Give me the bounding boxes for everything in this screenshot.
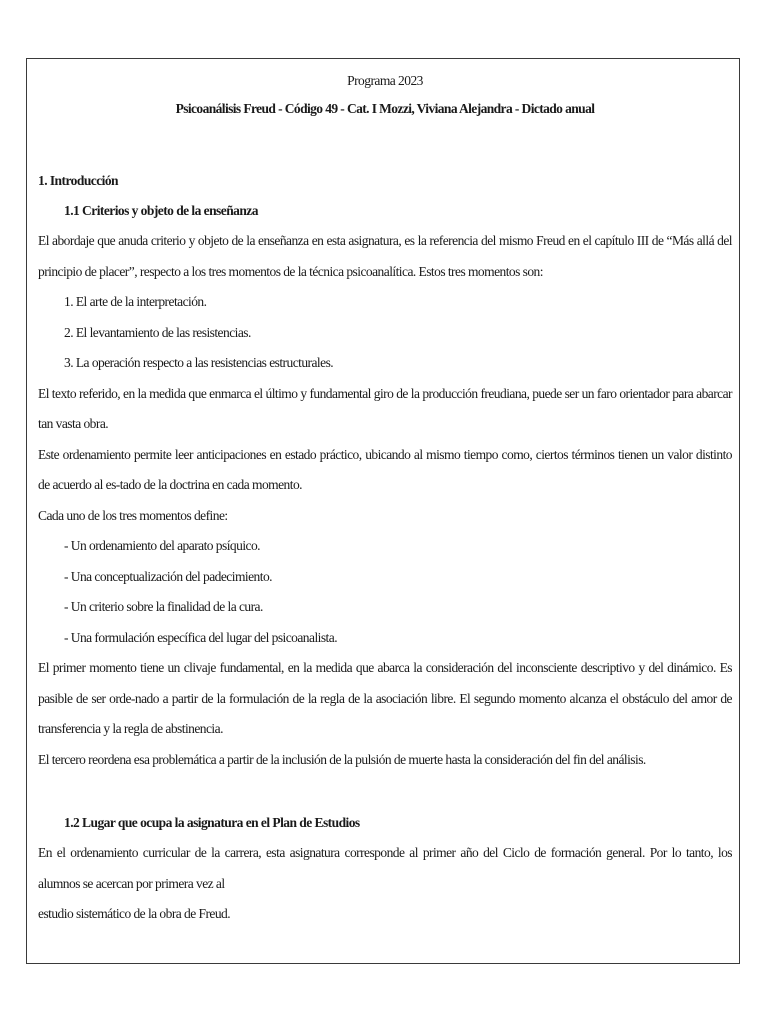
course-heading: Psicoanálisis Freud - Código 49 - Cat. I Mozzi, Viviana Alejandra - Dictado anual: [175, 101, 595, 116]
define-item: - Un criterio sobre la finalidad de la cura.: [64, 599, 263, 614]
moment-item: 1. El arte de la interpretación.: [64, 294, 207, 309]
moment-item: 2. El levantamiento de las resistencias.: [64, 324, 251, 340]
program-year-heading: Programa 2023: [347, 73, 423, 88]
section-introduction-title: 1. Introducción: [38, 173, 119, 188]
moment-item: 3. La operación respecto a las resistencias estructurales.: [64, 355, 334, 370]
paragraph: Cada uno de los tres momentos define:: [38, 507, 228, 523]
paragraph: estudio sistemático de la obra de Freud.: [38, 906, 231, 921]
subsection-plan-title: 1.2 Lugar que ocupa la asignatura en el Plan de Estudios: [64, 815, 360, 830]
paragraph: El texto referido, en la medida que enmarca el último y fundamental giro de la producción freudiana, puede ser un faro orientador para abarcar tan vasta obra.: [38, 385, 732, 431]
paragraph: El abordaje que anuda criterio y objeto de la enseñanza en esta asignatura, es la referencia del mismo Freud en el capítulo III de “Más allá del principio de placer”, respecto a los tres momentos de la técnica psicoanalítica. Estos tres momentos son:: [38, 233, 732, 279]
define-item: - Una conceptualización del padecimiento.: [64, 568, 272, 584]
define-item: - Un ordenamiento del aparato psíquico.: [64, 538, 260, 553]
document-body: [38, 68, 732, 930]
subsection-criteria-title: 1.1 Criterios y objeto de la enseñanza: [64, 203, 258, 218]
paragraph: En el ordenamiento curricular de la carrera, esta asignatura corresponde al primer año del Ciclo de formación general. Por lo tanto, los alumnos se acercan por primera vez al: [38, 845, 732, 891]
paragraph: El tercero reordena esa problemática a partir de la inclusión de la pulsión de muerte hasta la consideración del fin del análisis.: [38, 751, 646, 767]
define-item: - Una formulación específica del lugar del psicoanalista.: [64, 629, 338, 645]
paragraph: Este ordenamiento permite leer anticipaciones en estado práctico, ubicando al mismo tiempo como, ciertos términos tienen un valor distinto de acuerdo al es-tado de la doctrina en cada momento.: [38, 446, 732, 492]
paragraph: El primer momento tiene un clivaje fundamental, en la medida que abarca la consideración del inconsciente descriptivo y del dinámico. Es pasible de ser orde-nado a partir de la formulación de la regla de la asociación libre. El segundo momento alcanza el obstáculo del amor de transferencia y la regla de abstinencia.: [38, 660, 732, 736]
